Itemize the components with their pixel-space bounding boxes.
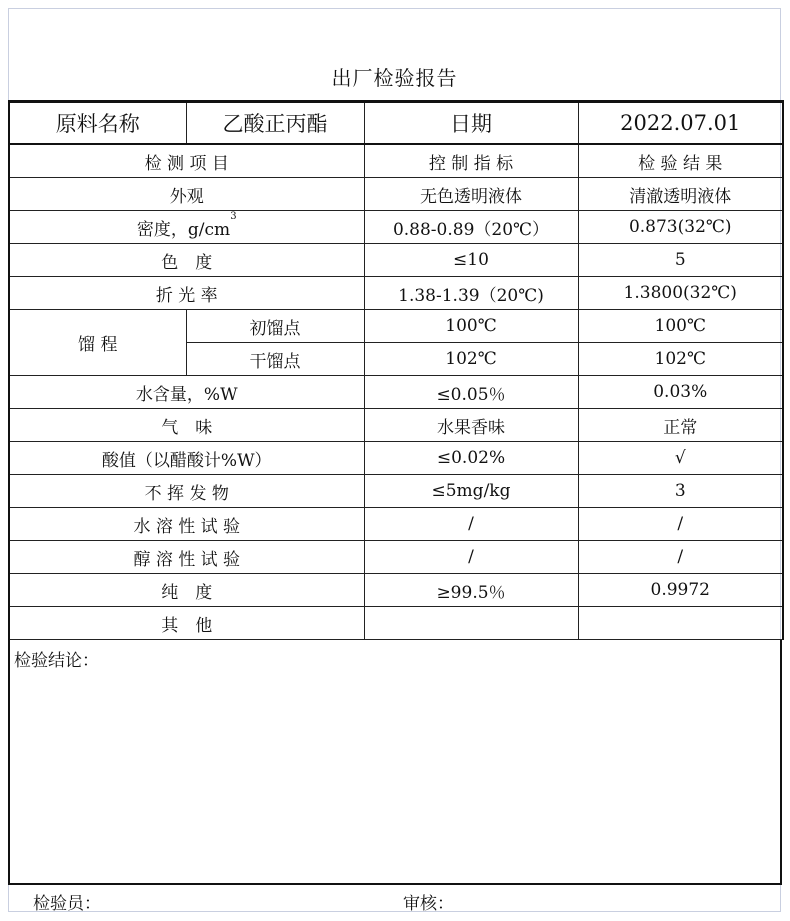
row-standard (364, 607, 578, 640)
row-item: 醇 溶 性 试 验 (9, 541, 364, 574)
row-standard: 100℃ (364, 310, 578, 343)
row-result: 102℃ (578, 343, 783, 376)
row-result: 正常 (578, 409, 783, 442)
row-item (9, 211, 364, 244)
row-result: 1.3800(32℃) (578, 277, 783, 310)
table-row (9, 541, 783, 574)
row-standard: ≤0.05％ (364, 376, 578, 409)
row-result: 3 (578, 475, 783, 508)
row-result: 0.873(32℃) (578, 211, 783, 244)
row-standard: ≥99.5％ (364, 574, 578, 607)
row-result: √ (578, 442, 783, 475)
column-header-result: 检 验 结 果 (578, 144, 783, 178)
table-row (9, 244, 783, 277)
row-standard: 102℃ (364, 343, 578, 376)
row-result: 0.9972 (578, 574, 783, 607)
row-item: 不 挥 发 物 (9, 475, 364, 508)
table-row (9, 211, 783, 244)
row-item: 折 光 率 (9, 277, 364, 310)
row-result (578, 607, 783, 640)
row-item: 其 他 (9, 607, 364, 640)
row-standard: ≤0.02% (364, 442, 578, 475)
table-row (9, 442, 783, 475)
row-result: 100℃ (578, 310, 783, 343)
row-item: 外观 (9, 178, 364, 211)
table-row (9, 277, 783, 310)
material-label: 原料名称 (9, 102, 186, 145)
row-standard: / (364, 508, 578, 541)
row-result: 0.03% (578, 376, 783, 409)
table-row (9, 409, 783, 442)
table-row (9, 475, 783, 508)
row-item: 酸值（以醋酸计%W） (9, 442, 364, 475)
row-standard: / (364, 541, 578, 574)
column-header-item: 检 测 项 目 (9, 144, 364, 178)
row-standard: 1.38-1.39（20℃) (364, 277, 578, 310)
table-row (9, 376, 783, 409)
date-value: 2022.07.01 (578, 102, 783, 145)
material-value: 乙酸正丙酯 (186, 102, 364, 145)
row-item: 纯 度 (9, 574, 364, 607)
row-item: 气 味 (9, 409, 364, 442)
table-row (9, 310, 783, 343)
row-item-superscript: 3 (230, 210, 237, 222)
conclusion-box (8, 640, 782, 885)
row-item: 水含量，%W (9, 376, 364, 409)
row-item: 色 度 (9, 244, 364, 277)
row-standard: 无色透明液体 (364, 178, 578, 211)
table-row (9, 607, 783, 640)
table-row (9, 508, 783, 541)
date-label: 日期 (364, 102, 578, 145)
row-standard: ≤5mg/kg (364, 475, 578, 508)
column-header-row (9, 144, 783, 178)
row-result: 清澈透明液体 (578, 178, 783, 211)
row-result: / (578, 541, 783, 574)
inspector-label: 检验员： (33, 894, 101, 914)
row-standard: 水果香味 (364, 409, 578, 442)
conclusion-label: 检验结论： (14, 651, 99, 671)
reviewer-label: 审核： (403, 894, 454, 914)
table-row (9, 574, 783, 607)
row-result: / (578, 508, 783, 541)
row-group-distillation: 馏 程 (9, 310, 186, 376)
column-header-standard: 控 制 指 标 (364, 144, 578, 178)
row-result: 5 (578, 244, 783, 277)
table-row (9, 178, 783, 211)
row-item: 水 溶 性 试 验 (9, 508, 364, 541)
row-item-text: 密度，g/cm (136, 219, 231, 240)
inspection-table (8, 100, 784, 640)
row-standard: 0.88-0.89（20℃） (364, 211, 578, 244)
row-standard: ≤10 (364, 244, 578, 277)
report-title: 出厂检验报告 (331, 66, 458, 90)
header-row (9, 102, 783, 145)
row-item: 干馏点 (186, 343, 364, 376)
row-item: 初馏点 (186, 310, 364, 343)
